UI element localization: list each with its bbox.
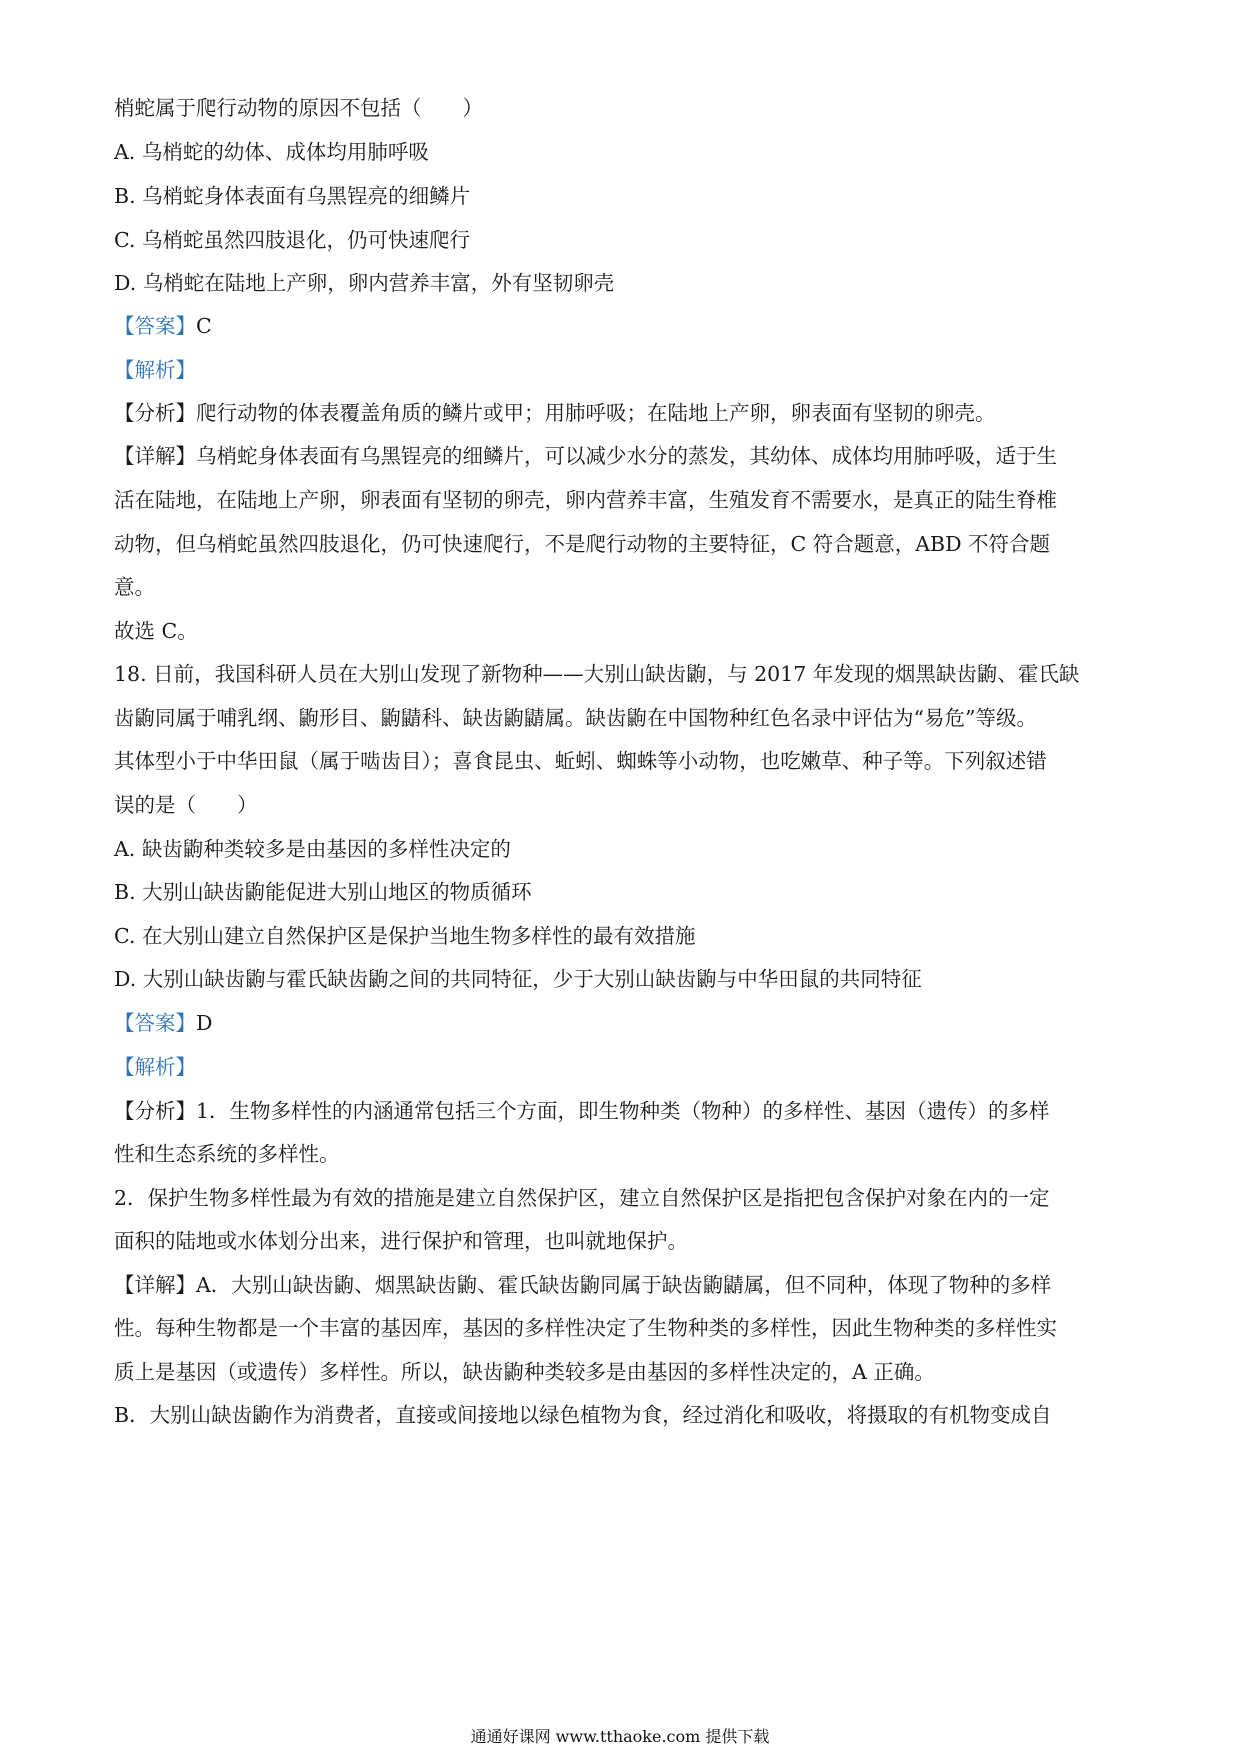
detail-paragraph: 性。每种生物都是一个丰富的基因库，基因的多样性决定了生物种类的多样性，因此生物种类的多样性实 [114, 1316, 1057, 1340]
analysis-tag: 【解析】 [114, 1055, 196, 1079]
option-c: C. 乌梢蛇虽然四肢退化，仍可快速爬行 [114, 228, 470, 252]
question-18-stem: 其体型小于中华田鼠（属于啮齿目）；喜食昆虫、蚯蚓、蜘蛛等小动物，也吃嫩草、种子等。下列叙述错 [114, 749, 1047, 773]
option-a: A. 乌梢蛇的幼体、成体均用肺呼吸 [114, 140, 429, 164]
analysis-tag: 【解析】 [114, 358, 196, 382]
analysis-paragraph: 性和生态系统的多样性。 [114, 1142, 340, 1166]
analysis-paragraph: 【分析】爬行动物的体表覆盖角质的鳞片或甲；用肺呼吸；在陆地上产卵，卵表面有坚韧的卵壳。 [114, 401, 996, 425]
question-18-stem: 误的是（ ） [114, 793, 258, 817]
answer-value: C [196, 314, 212, 338]
option-a: A. 缺齿鼩种类较多是由基因的多样性决定的 [114, 837, 511, 861]
question-18-stem: 齿鼩同属于哺乳纲、鼩形目、鼩鼱科、缺齿鼩鼱属。缺齿鼩在中国物种红色名录中评估为“易危”等级。 [114, 706, 1037, 730]
analysis-paragraph: 2．保护生物多样性最为有效的措施是建立自然保护区，建立自然保护区是指把包含保护对象在内的一定 [114, 1186, 1050, 1210]
answer-value: D [196, 1011, 213, 1035]
option-d: D. 大别山缺齿鼩与霍氏缺齿鼩之间的共同特征，少于大别山缺齿鼩与中华田鼠的共同特征 [114, 967, 922, 991]
option-d: D. 乌梢蛇在陆地上产卵，卵内营养丰富，外有坚韧卵壳 [114, 271, 615, 295]
analysis-paragraph: 面积的陆地或水体划分出来，进行保护和管理，也叫就地保护。 [114, 1229, 688, 1253]
conclusion-line: 故选 C。 [114, 619, 198, 643]
analysis-paragraph: 【分析】1．生物多样性的内涵通常包括三个方面，即生物种类（物种）的多样性、基因（遗传）的多样 [114, 1099, 1050, 1123]
detail-paragraph: 质上是基因（或遗传）多样性。所以，缺齿鼩种类较多是由基因的多样性决定的，A 正确。 [114, 1360, 935, 1384]
option-b: B. 大别山缺齿鼩能促进大别山地区的物质循环 [114, 880, 532, 904]
answer-tag: 【答案】 [114, 1011, 196, 1035]
detail-paragraph: 意。 [114, 575, 155, 599]
page-footer[interactable]: 通通好课网 www.tthaoke.com 提供下载 [470, 1727, 770, 1746]
option-c: C. 在大别山建立自然保护区是保护当地生物多样性的最有效措施 [114, 924, 696, 948]
detail-paragraph: 活在陆地，在陆地上产卵，卵表面有坚韧的卵壳，卵内营养丰富，生殖发育不需要水，是真正的陆生脊椎 [114, 488, 1057, 512]
question-18-stem: 18. 日前，我国科研人员在大别山发现了新物种——大别山缺齿鼩，与 2017 年发现的烟黑缺齿鼩、霍氏缺 [114, 662, 1080, 686]
detail-paragraph: 【详解】A．大别山缺齿鼩、烟黑缺齿鼩、霍氏缺齿鼩同属于缺齿鼩鼱属，但不同种，体现了物种的多样 [114, 1273, 1052, 1297]
answer-tag: 【答案】 [114, 314, 196, 338]
analysis-line [114, 355, 1134, 385]
answer-line [114, 1008, 1134, 1038]
detail-paragraph: 动物，但乌梢蛇虽然四肢退化，仍可快速爬行，不是爬行动物的主要特征，C 符合题意，ABD 不符合题 [114, 532, 1051, 556]
detail-paragraph: B．大别山缺齿鼩作为消费者，直接或间接地以绿色植物为食，经过消化和吸收，将摄取的有机物变成自 [114, 1403, 1052, 1427]
analysis-line [114, 1052, 1134, 1082]
question-17-stem-tail: 梢蛇属于爬行动物的原因不包括（ ） [114, 96, 483, 120]
detail-paragraph: 【详解】乌梢蛇身体表面有乌黑锃亮的细鳞片，可以减少水分的蒸发，其幼体、成体均用肺呼吸，适于生 [114, 444, 1057, 468]
answer-line [114, 311, 1134, 341]
option-b: B. 乌梢蛇身体表面有乌黑锃亮的细鳞片 [114, 184, 471, 208]
